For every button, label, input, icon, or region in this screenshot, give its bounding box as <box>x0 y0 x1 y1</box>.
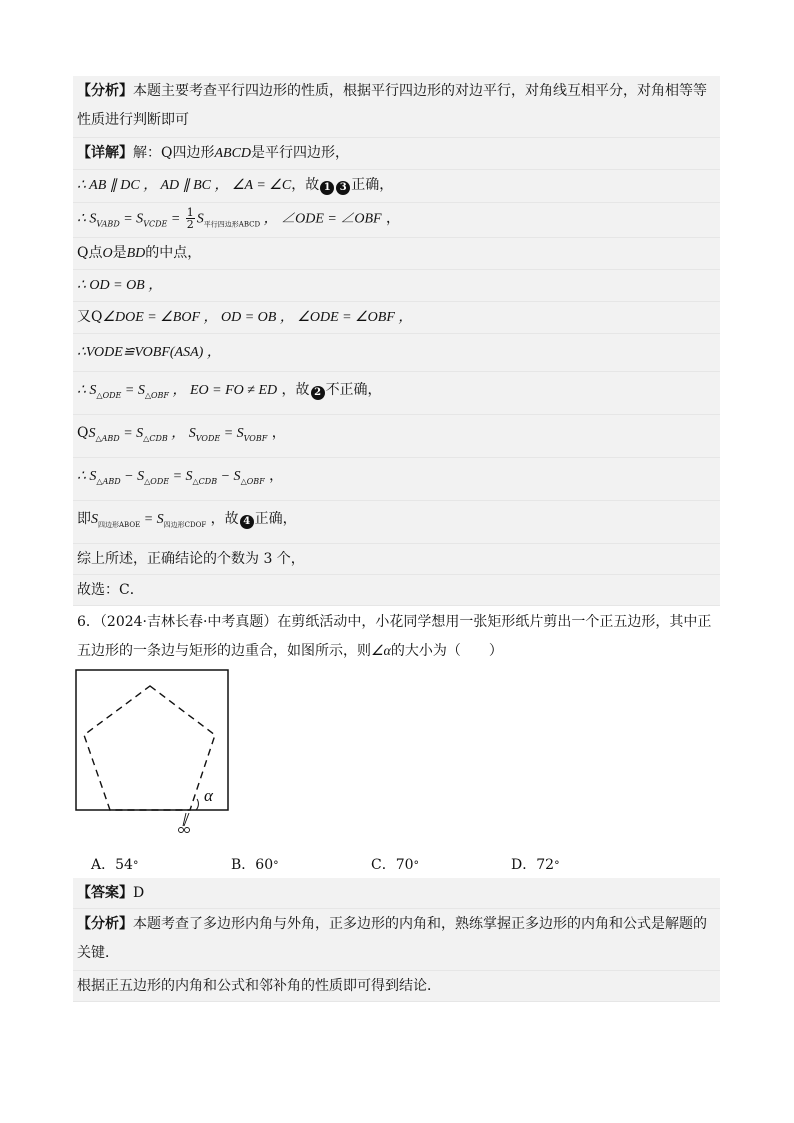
alpha-label: α <box>204 785 213 805</box>
option-c[interactable]: C．70° <box>371 856 420 873</box>
detail-line-10: ∴ $S_{\triangle ABD} - S_{\triangle ODE} = S_{\triangle CDB} - S_{\triangle OBF}$ ， <box>73 458 720 501</box>
analysis2-paragraph: 【分析】本题考查了多边形内角与外角，正多边形的内角和，熟练掌握正多边形的内角和公式是解题的关键． <box>73 909 720 971</box>
because-symbol: Q <box>161 145 173 161</box>
circled-number: 1 <box>320 181 334 195</box>
detail-line-8: ∴ $S_{\triangle ODE} = S_{\triangle OBF}$ ， EO = FO ≠ ED ，故 2 不正确， <box>73 372 720 415</box>
pentagon-diagram <box>73 668 273 848</box>
dashed-pentagon <box>84 686 215 810</box>
analysis-paragraph <box>73 76 720 138</box>
detail-line-13: 故选：C． <box>73 575 720 606</box>
detail-line-9: $QS_{\triangle ABD} = S_{\triangle CDB}$ ， $S_{VODE} = S_{VOBF}$ ， <box>73 415 720 458</box>
detail-line-4: Q点O是BD的中点， <box>73 238 720 270</box>
detail-line-1: 【详解】解：Q四边形ABCD是平行四边形， <box>73 138 720 170</box>
option-a[interactable]: A．54° <box>91 856 139 873</box>
angle-arc <box>196 799 198 810</box>
detail-line-3: ∴ $S_{VABD} = S_{VCDE}$ = $\frac{1}{2}$ $S_{平行四边形ABCD}$ ， ∠ODE = ∠OBF ， <box>73 203 720 238</box>
detail-line-12: 综上所述，正确结论的个数为 3 个， <box>73 544 720 575</box>
analysis2-line-2: 根据正五边形的内角和公式和邻补角的性质即可得到结论． <box>73 971 720 1002</box>
circled-number: 4 <box>240 515 254 529</box>
analysis-label: 【分析】 <box>77 83 133 99</box>
option-d[interactable]: D．72° <box>511 856 560 873</box>
answer-line <box>73 878 720 909</box>
option-b[interactable]: B．60° <box>231 856 279 873</box>
fraction: $\frac{1}{2}$ <box>186 206 194 231</box>
analysis-text: 本题主要考查平行四边形的性质，根据平行四边形的对边平行，对角线互相平分，对角相等等性质进行判断即可 <box>77 83 707 128</box>
because-symbol: Q <box>77 424 89 441</box>
options-row <box>73 848 720 878</box>
detail-line-11: 即$S_{四边形ABOE} = S_{四边形CDOF}$ ，故 4 正确， <box>73 501 720 544</box>
detail-line-6: 又Q∠DOE = ∠BOF ， OD = OB ， ∠ODE = ∠OBF ， <box>73 302 720 334</box>
detail-label: 【详解】 <box>77 145 133 161</box>
because-symbol: Q <box>77 244 89 261</box>
answer-value: D <box>133 884 145 901</box>
answer-label: 【答案】 <box>77 884 133 901</box>
question-stem: 6．（2024·吉林长春·中考真题）在剪纸活动中，小花同学想用一张矩形纸片剪出一个正五边形，其中正五边形的一条边与矩形的边重合，如图所示，则∠α的大小为（ ） <box>73 606 720 668</box>
detail-line-7: ∴VODE≌VOBF(ASA) ， <box>73 334 720 372</box>
circled-number: 3 <box>336 181 350 195</box>
detail-line-5: ∴ OD = OB ， <box>73 270 720 302</box>
analysis2-label: 【分析】 <box>77 915 133 932</box>
worksheet-page <box>73 76 720 1002</box>
detail-line-2: ∴ AB ∥ DC ， AD ∥ BC ， ∠A = ∠C，故 1 3 正确， <box>73 170 720 203</box>
pentagon-figure <box>73 668 720 848</box>
because-symbol: Q <box>91 308 103 325</box>
scissors-icon <box>179 813 190 833</box>
circled-number: 2 <box>311 386 325 400</box>
